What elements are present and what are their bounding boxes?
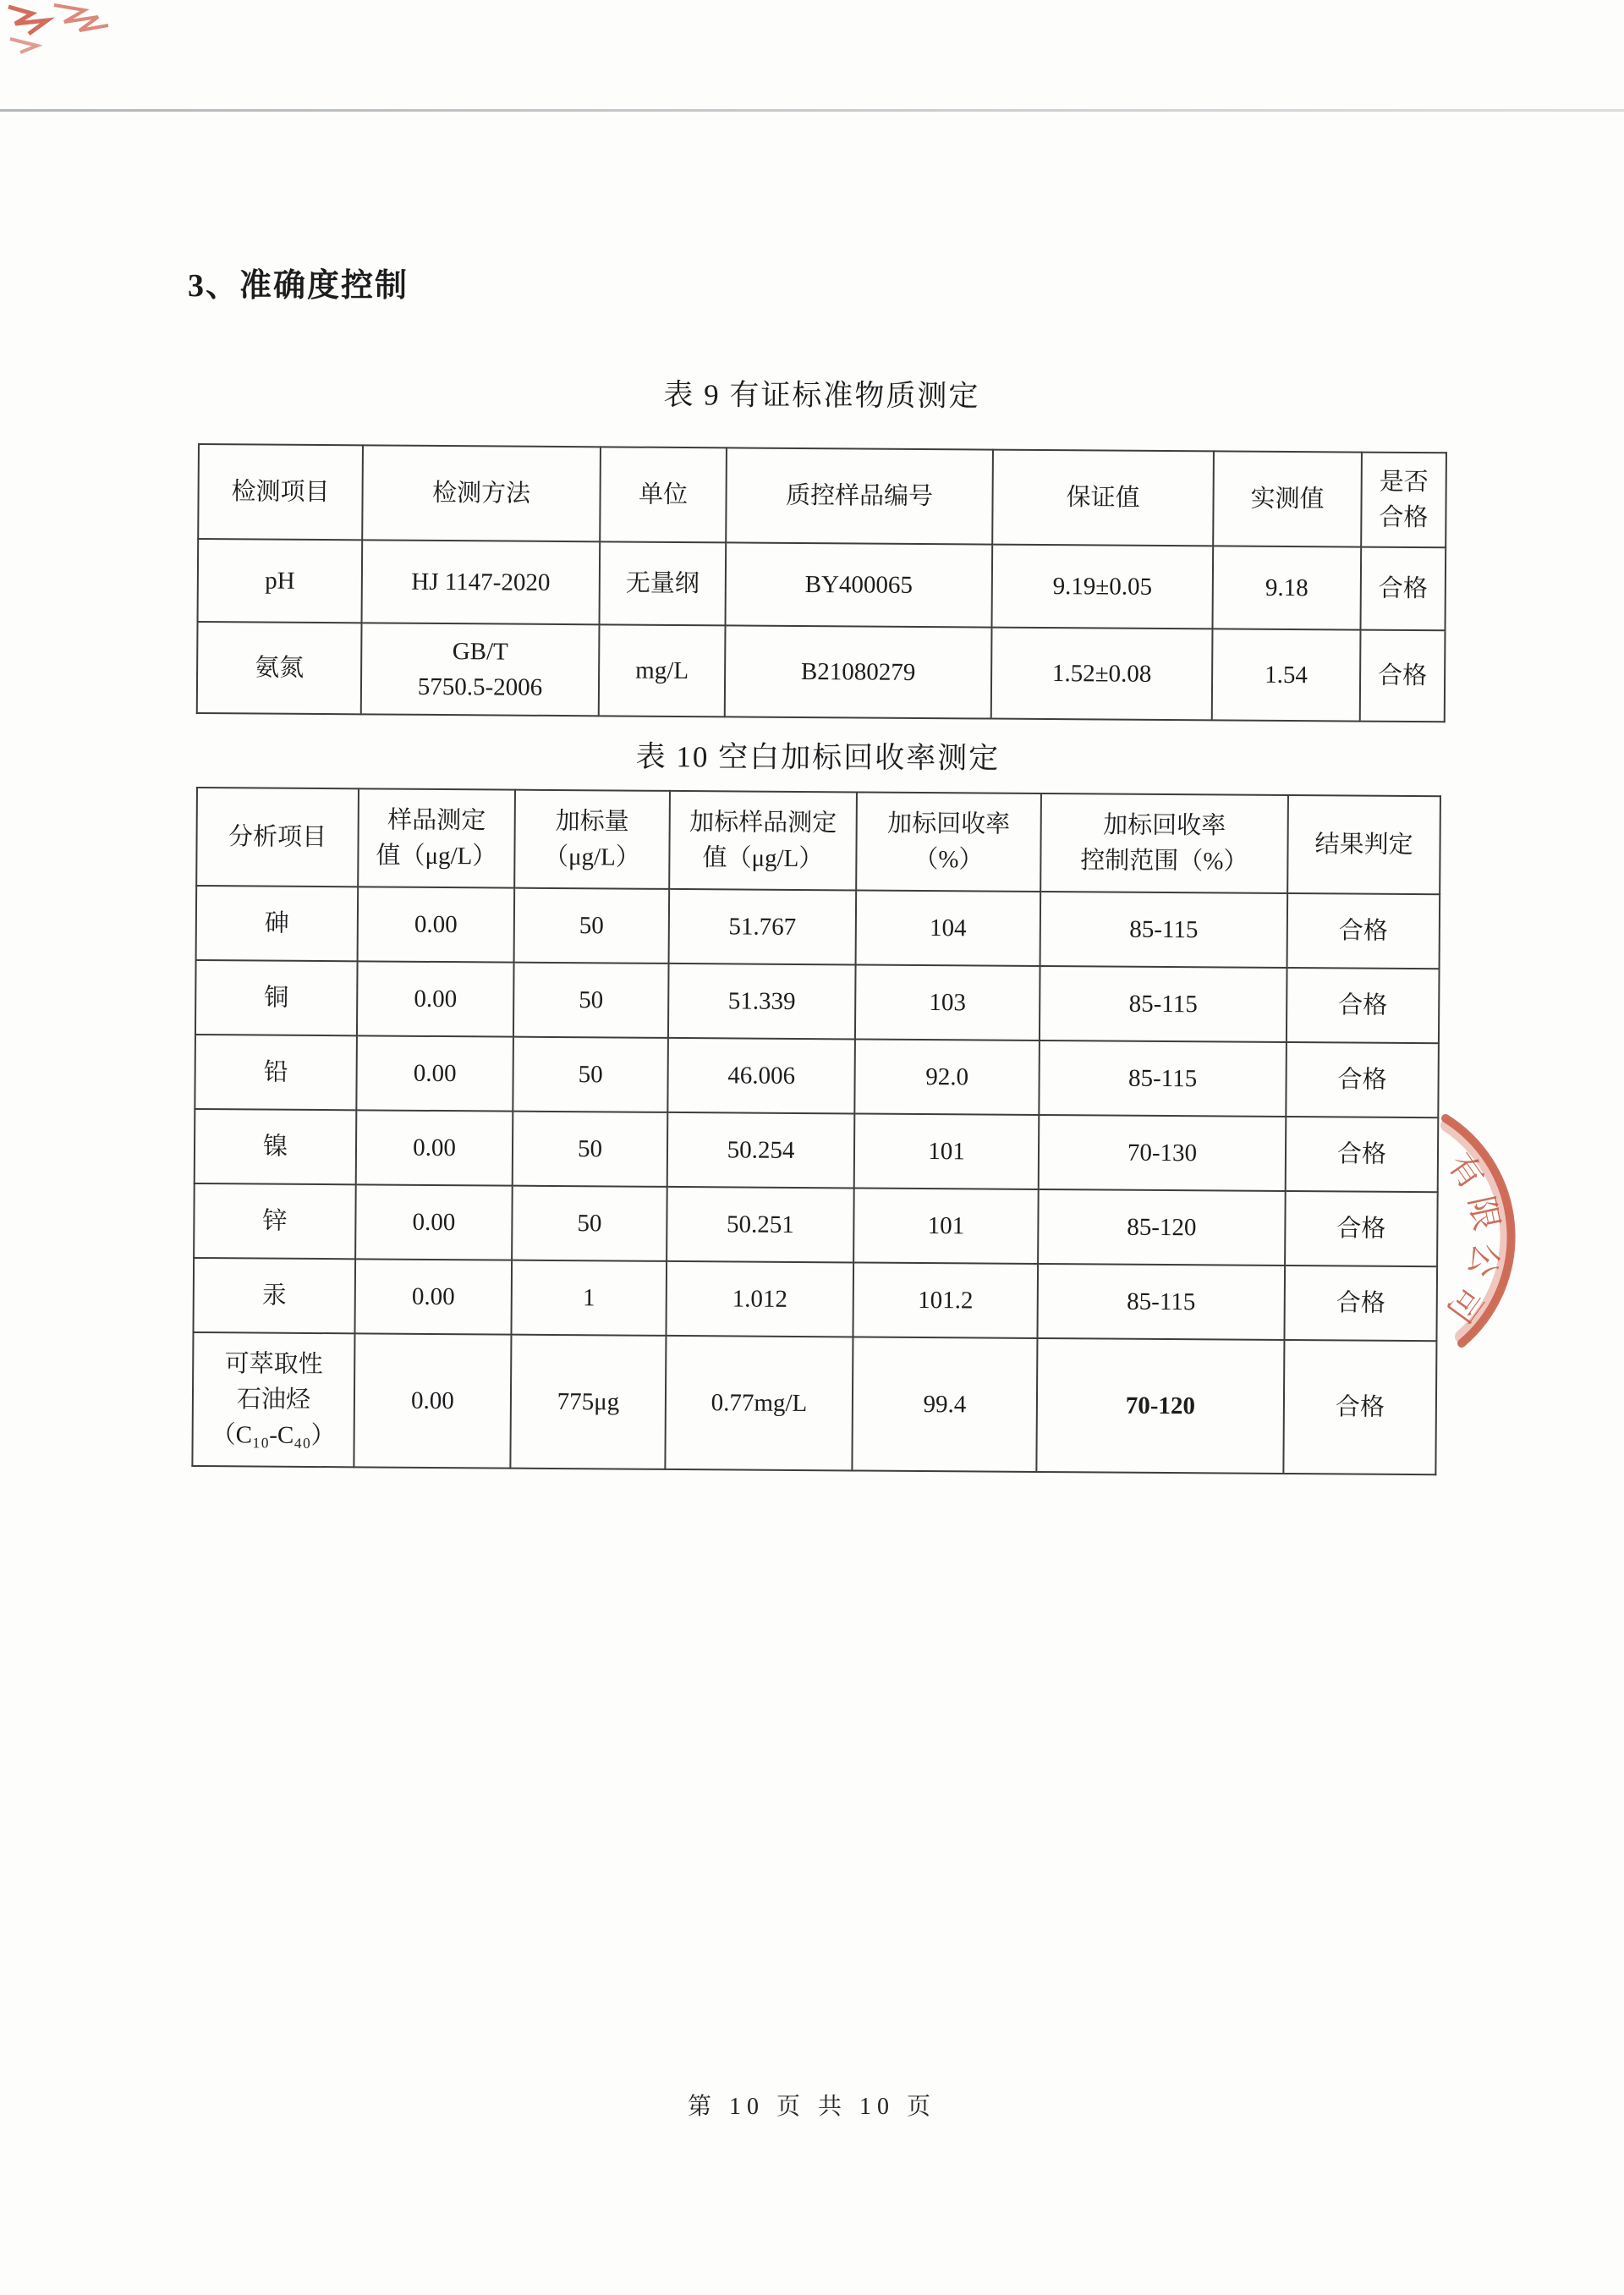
table-cell: 50 xyxy=(513,963,669,1038)
table-cell: 85-115 xyxy=(1037,1264,1285,1340)
table-cell: 9.19±0.05 xyxy=(992,545,1214,629)
table-cell: 1.52±0.08 xyxy=(991,628,1213,721)
table-cell: 101 xyxy=(853,1188,1039,1264)
table-cell: 85-115 xyxy=(1039,1040,1287,1117)
table-cell: 合格 xyxy=(1283,1340,1436,1474)
section-heading: 3、准确度控制 xyxy=(188,268,409,304)
table-cell: 合格 xyxy=(1287,968,1440,1043)
table-cell: 50.251 xyxy=(667,1187,854,1263)
red-ink-marks-icon xyxy=(3,2,130,61)
table-row xyxy=(196,886,1440,969)
page-number: 第 10 页 共 10 页 xyxy=(687,2094,936,2120)
table10-blank-spike-recovery xyxy=(191,787,1441,1475)
table-header-row xyxy=(198,444,1446,547)
column-header: 结果判定 xyxy=(1287,795,1440,894)
column-header: 单位 xyxy=(600,447,727,542)
table-cell: mg/L xyxy=(599,624,726,717)
table-cell: 0.00 xyxy=(354,1259,512,1334)
table-row xyxy=(197,622,1446,722)
table-cell: 氨氮 xyxy=(197,622,362,714)
table-cell: 101.2 xyxy=(853,1262,1038,1338)
column-header: 样品测定 值（μg/L） xyxy=(358,788,515,887)
table-cell: HJ 1147-2020 xyxy=(362,540,601,624)
table-cell: 可萃取性 石油烃 （C₁₀-C₄₀） xyxy=(192,1332,354,1467)
table-cell: 50.254 xyxy=(667,1112,855,1189)
column-header: 是否 合格 xyxy=(1361,453,1446,548)
table-cell: 775μg xyxy=(510,1335,666,1469)
table-cell: 46.006 xyxy=(667,1038,855,1114)
table-cell: 0.00 xyxy=(356,1110,513,1185)
stamp-character: 司 xyxy=(1439,1279,1490,1330)
column-header: 保证值 xyxy=(992,450,1214,546)
stamp-character: 有 xyxy=(1440,1145,1491,1196)
table-cell: 合格 xyxy=(1285,1191,1438,1266)
table-cell: 铅 xyxy=(195,1035,357,1110)
table-cell: 51.767 xyxy=(669,889,857,965)
column-header: 加标回收率 （%） xyxy=(856,792,1041,892)
table-header-row xyxy=(196,788,1440,894)
table-cell: 99.4 xyxy=(852,1337,1037,1472)
table-cell: 0.77mg/L xyxy=(665,1336,853,1471)
table-cell: 1.012 xyxy=(666,1261,853,1337)
table-cell: 51.339 xyxy=(668,964,856,1040)
table-cell: 镍 xyxy=(195,1109,357,1184)
table-cell: pH xyxy=(198,539,363,623)
table-cell: 0.00 xyxy=(357,961,514,1036)
table-cell: 合格 xyxy=(1287,893,1440,969)
table-cell: 0.00 xyxy=(356,1035,513,1111)
table-cell: 85-115 xyxy=(1040,892,1288,968)
table-cell: 0.00 xyxy=(355,1184,513,1260)
table9-certified-reference-material xyxy=(196,443,1447,722)
table-cell: 汞 xyxy=(193,1258,355,1333)
table-cell: 无量纲 xyxy=(600,541,727,625)
column-header: 质控样品编号 xyxy=(726,447,993,544)
table-cell: 50 xyxy=(512,1186,667,1261)
table-row xyxy=(194,1183,1438,1266)
table-cell: 合格 xyxy=(1286,1117,1439,1192)
table-cell: BY400065 xyxy=(726,542,993,627)
table9-title: 表 9 有证标准物质测定 xyxy=(663,378,980,413)
table-cell: 1 xyxy=(511,1260,667,1336)
table-cell: 合格 xyxy=(1360,630,1446,722)
table-cell: GB/T 5750.5-2006 xyxy=(361,623,600,716)
column-header: 加标回收率 控制范围（%） xyxy=(1040,793,1288,893)
table10-title: 表 10 空白加标回收率测定 xyxy=(635,740,1001,775)
table-cell: 50 xyxy=(514,888,670,964)
table-cell: 砷 xyxy=(196,886,359,961)
table-row xyxy=(192,1332,1436,1474)
table-cell: 合格 xyxy=(1360,547,1446,631)
table-cell: 0.00 xyxy=(358,887,515,962)
table-cell: 104 xyxy=(856,890,1041,966)
table-cell: 1.54 xyxy=(1212,629,1361,721)
table-cell: 92.0 xyxy=(854,1039,1040,1115)
table-cell: 50 xyxy=(513,1112,668,1187)
stamp-character: 公 xyxy=(1462,1239,1506,1282)
table-cell: 合格 xyxy=(1286,1042,1439,1117)
table-cell: 85-120 xyxy=(1038,1189,1286,1266)
scan-edge-line xyxy=(0,109,1624,112)
table-cell: 70-120 xyxy=(1036,1338,1284,1474)
table-cell: 9.18 xyxy=(1212,546,1361,629)
column-header: 分析项目 xyxy=(196,788,359,887)
table-cell: B21080279 xyxy=(725,625,992,718)
table-cell: 101 xyxy=(854,1113,1040,1189)
table-cell: 锌 xyxy=(194,1183,356,1259)
table-cell: 50 xyxy=(513,1037,668,1112)
table-cell: 70-130 xyxy=(1039,1115,1287,1191)
table-cell: 合格 xyxy=(1284,1266,1437,1341)
table-cell: 0.00 xyxy=(354,1333,511,1468)
table-row xyxy=(195,1109,1439,1192)
column-header: 加标样品测定 值（μg/L） xyxy=(669,791,857,891)
column-header: 检测方法 xyxy=(362,445,601,541)
column-header: 实测值 xyxy=(1213,451,1362,546)
table-row xyxy=(195,1035,1439,1117)
column-header: 加标量 （μg/L） xyxy=(514,790,670,889)
table-cell: 85-115 xyxy=(1040,966,1287,1042)
column-header: 检测项目 xyxy=(198,444,363,540)
table-cell: 103 xyxy=(855,964,1040,1040)
table-row xyxy=(198,539,1446,630)
table-row xyxy=(193,1258,1437,1341)
table-row xyxy=(195,960,1440,1043)
table-cell: 铜 xyxy=(195,960,358,1035)
stamp-character: 限 xyxy=(1462,1192,1506,1234)
